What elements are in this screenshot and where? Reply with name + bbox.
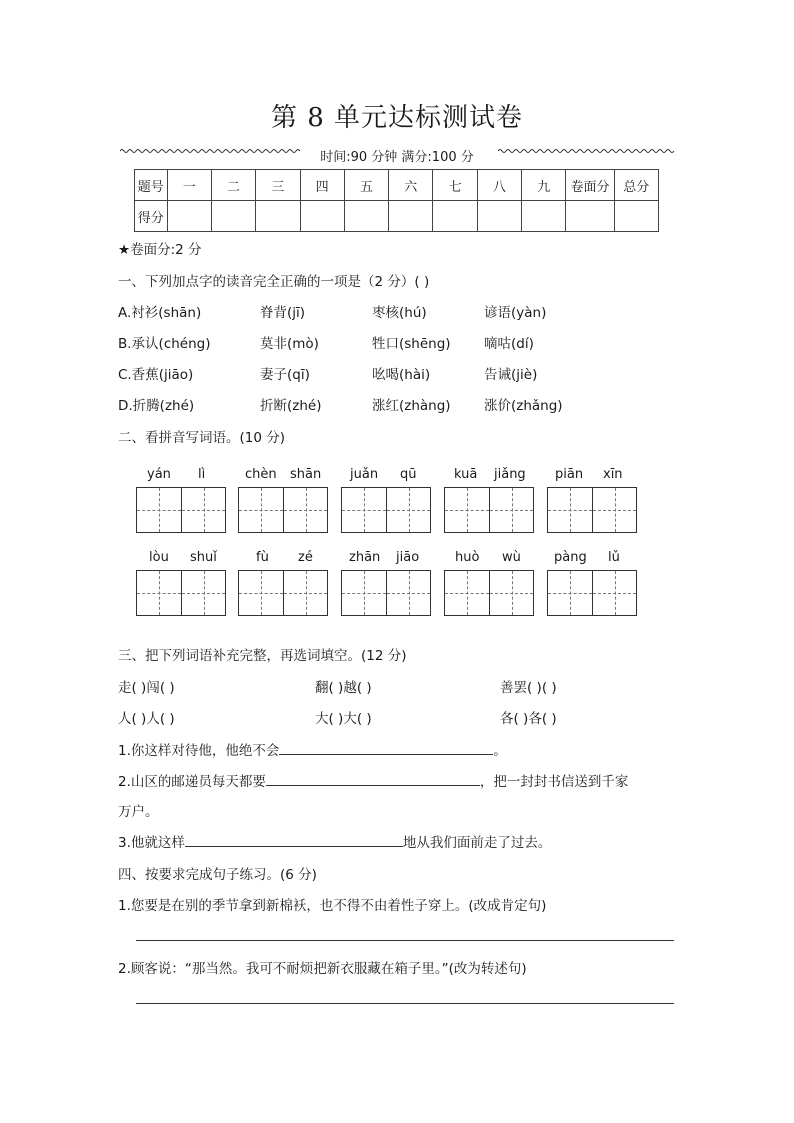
score-cell[interactable] xyxy=(477,201,521,232)
fill-sentence-3 xyxy=(118,831,551,851)
q1-heading: 一、下列加点字的读音完全正确的一项是（2 分）( ) xyxy=(118,274,430,290)
score-cell[interactable] xyxy=(300,201,344,232)
neatness-note: ★卷面分:2 分 xyxy=(118,242,202,258)
fill-sentence-1 xyxy=(118,739,507,759)
score-header-cell: 四 xyxy=(300,170,344,201)
score-cell[interactable] xyxy=(389,201,433,232)
score-header-cell: 一 xyxy=(167,170,211,201)
q4-item-1: 1.您要是在别的季节拿到新棉袄，也不得不由着性子穿上。(改成肯定句) xyxy=(118,898,547,914)
answer-boxes[interactable] xyxy=(136,487,226,533)
score-cell[interactable] xyxy=(433,201,477,232)
score-cell[interactable] xyxy=(211,201,255,232)
score-header-row xyxy=(135,170,659,201)
pinyin: jiǎng xyxy=(494,467,526,482)
score-cell[interactable] xyxy=(614,201,658,232)
idiom-blank[interactable]: 各( )各( ) xyxy=(500,711,557,727)
answer-line[interactable] xyxy=(136,940,674,941)
fill-blank[interactable] xyxy=(279,740,493,755)
time-info: 时间:90 分钟 满分:100 分 xyxy=(320,150,474,165)
score-header-cell: 六 xyxy=(389,170,433,201)
sentence-text: 3.他就这样 xyxy=(118,835,185,851)
answer-boxes[interactable] xyxy=(238,570,328,616)
pinyin: shān xyxy=(290,467,322,482)
pinyin: yán xyxy=(147,467,171,482)
q1-option-b[interactable]: B.承认(chéng) xyxy=(118,336,211,352)
q4-heading: 四、按要求完成句子练习。(6 分) xyxy=(118,867,317,883)
score-cell[interactable] xyxy=(256,201,300,232)
score-header-cell: 二 xyxy=(211,170,255,201)
answer-boxes[interactable] xyxy=(341,487,431,533)
pinyin: lǔ xyxy=(608,550,620,565)
q1-option-a[interactable]: A.衬衫(shān) xyxy=(118,305,202,321)
q3-heading: 三、把下列词语补充完整，再选词填空。(12 分) xyxy=(118,648,407,664)
answer-boxes[interactable] xyxy=(341,570,431,616)
pinyin: qū xyxy=(400,467,417,482)
sentence-text: 1.你这样对待他，他绝不会 xyxy=(118,743,280,759)
fill-blank[interactable] xyxy=(266,771,480,786)
pinyin: kuā xyxy=(454,467,478,482)
pinyin: xīn xyxy=(603,467,623,482)
q1-word: 吆喝(hài) xyxy=(372,367,431,383)
pinyin: pàng xyxy=(554,550,587,565)
q1-option-d[interactable]: D.折腾(zhé) xyxy=(118,398,195,414)
pinyin: zé xyxy=(298,550,313,565)
sentence-text: 。 xyxy=(493,743,507,759)
q1-word: 告诫(jiè) xyxy=(484,367,538,383)
pinyin: lì xyxy=(198,467,206,482)
q1-word: 脊背(jī) xyxy=(260,305,306,321)
score-header-cell: 七 xyxy=(433,170,477,201)
answer-line[interactable] xyxy=(136,1003,674,1004)
idiom-blank[interactable]: 翻( )越( ) xyxy=(315,680,372,696)
q4-item-2: 2.顾客说：“那当然。我可不耐烦把新衣服藏在箱子里。”(改为转述句) xyxy=(118,961,527,977)
score-header-cell: 总分 xyxy=(614,170,658,201)
answer-boxes[interactable] xyxy=(444,570,534,616)
q1-word: 嘀咕(dí) xyxy=(484,336,534,352)
pinyin: shuǐ xyxy=(190,550,217,565)
sentence-text: 地从我们面前走了过去。 xyxy=(402,835,552,851)
pinyin: jiāo xyxy=(396,550,420,565)
idiom-blank[interactable]: 走( )闯( ) xyxy=(118,680,175,696)
pinyin: huò xyxy=(455,550,480,565)
q1-word: 涨价(zhǎng) xyxy=(484,398,563,414)
q1-word: 谚语(yàn) xyxy=(484,305,547,321)
pinyin: lòu xyxy=(149,550,169,565)
score-cell[interactable] xyxy=(167,201,211,232)
answer-boxes[interactable] xyxy=(238,487,328,533)
q1-word: 牲口(shēng) xyxy=(372,336,451,352)
q1-word: 折断(zhé) xyxy=(260,398,322,414)
score-cell[interactable] xyxy=(566,201,614,232)
q2-heading: 二、看拼音写词语。(10 分) xyxy=(118,430,286,446)
q1-option-c[interactable]: C.香蕉(jiāo) xyxy=(118,367,194,383)
pinyin: zhān xyxy=(349,550,381,565)
pinyin: chèn xyxy=(245,467,277,482)
sentence-text: ，把一封封书信送到千家 xyxy=(479,774,629,790)
pinyin: piān xyxy=(555,467,584,482)
score-header-cell: 八 xyxy=(477,170,521,201)
pinyin: wù xyxy=(502,550,521,565)
answer-boxes[interactable] xyxy=(136,570,226,616)
answer-boxes[interactable] xyxy=(547,570,637,616)
score-header-cell: 题号 xyxy=(135,170,168,201)
idiom-blank[interactable]: 人( )人( ) xyxy=(118,711,175,727)
score-cell[interactable] xyxy=(522,201,566,232)
sentence-continuation: 万户。 xyxy=(118,804,159,820)
score-header-cell: 卷面分 xyxy=(566,170,614,201)
q1-word: 枣核(hú) xyxy=(372,305,427,321)
score-header-cell: 九 xyxy=(522,170,566,201)
idiom-blank[interactable]: 善罢( )( ) xyxy=(500,680,557,696)
score-header-cell: 三 xyxy=(256,170,300,201)
sentence-text: 2.山区的邮递员每天都要 xyxy=(118,774,266,790)
pinyin: juǎn xyxy=(350,467,379,482)
q1-word: 莫非(mò) xyxy=(260,336,319,352)
idiom-blank[interactable]: 大( )大( ) xyxy=(315,711,372,727)
q1-word: 妻子(qī) xyxy=(260,367,310,383)
pinyin: fù xyxy=(256,550,269,565)
score-row-label: 得分 xyxy=(135,201,168,232)
page-title: 第 8 单元达标测试卷 xyxy=(270,103,524,133)
q1-word: 涨红(zhàng) xyxy=(372,398,451,414)
fill-sentence-2 xyxy=(118,770,628,790)
wavy-divider-right xyxy=(498,148,676,154)
answer-boxes[interactable] xyxy=(444,487,534,533)
score-value-row xyxy=(135,201,659,232)
score-table xyxy=(134,169,659,232)
score-header-cell: 五 xyxy=(344,170,388,201)
answer-boxes[interactable] xyxy=(547,487,637,533)
fill-blank[interactable] xyxy=(185,832,403,847)
score-cell[interactable] xyxy=(344,201,388,232)
